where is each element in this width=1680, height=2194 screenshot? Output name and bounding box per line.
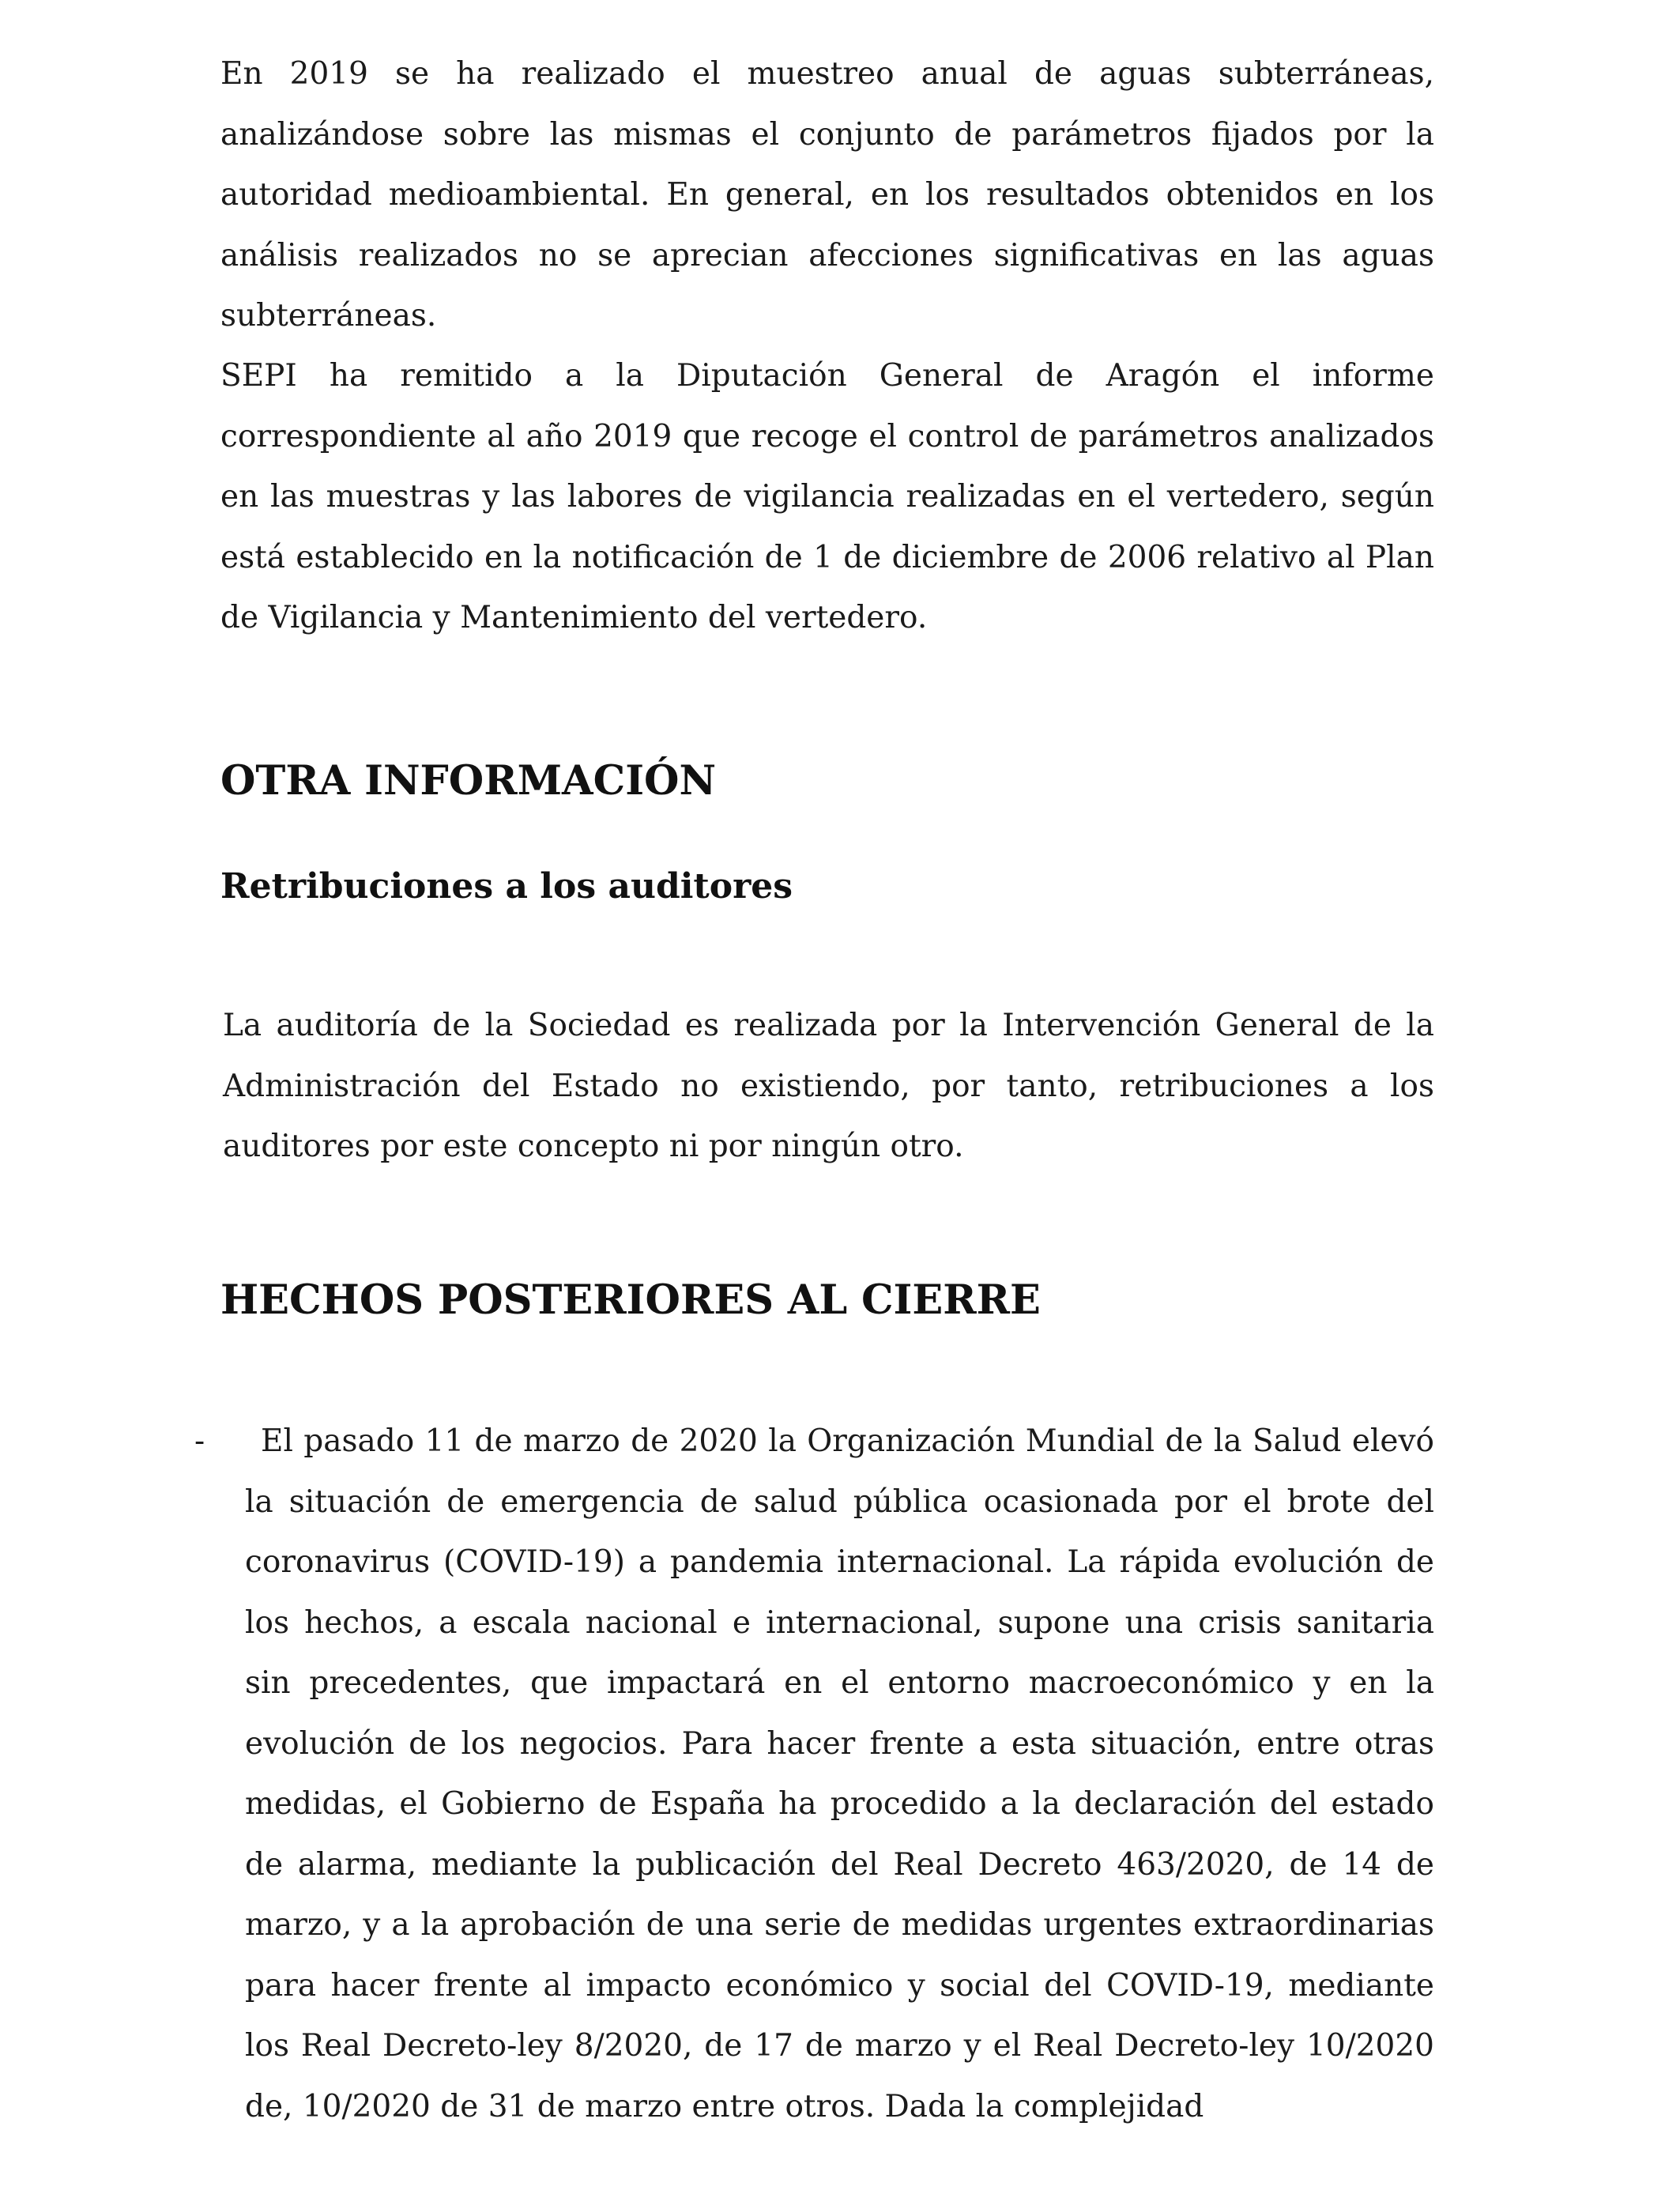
paragraph-auditor-fees: La auditoría de la Sociedad es realizada por la Intervención General de la Administración del Estado no existiendo, por tanto, retribuciones a los auditores por este concepto ni por ningún otro. (223, 1008, 1434, 1164)
heading-subsequent-events: HECHOS POSTERIORES AL CIERRE (220, 1276, 1041, 1324)
paragraph-sepi-report: SEPI ha remitido a la Diputación General de Aragón el informe correspondiente al año 2019 que recoge el control de parámetros analizados en las muestras y las labores de vigilancia realizadas en el vertedero, según está establecido en la notificación de 1 de diciembre de 2006 relativo al Plan de Vigilancia y Mantenimiento del vertedero. (220, 358, 1434, 635)
list-bullet-marker: - (194, 1423, 205, 1459)
paragraph-groundwater-sampling: En 2019 se ha realizado el muestreo anual de aguas subterráneas, analizándose sobre las mismas el conjunto de parámetros fijados por la autoridad medioambiental. En general, en los resultados obtenidos en los análisis realizados no se aprecian afecciones significativas en las aguas subterráneas. (220, 56, 1434, 334)
subheading-auditor-fees: Retribuciones a los auditores (220, 866, 793, 907)
paragraph-covid-event: El pasado 11 de marzo de 2020 la Organización Mundial de la Salud elevó la situación de emergencia de salud pública ocasionada por el brote del coronavirus (COVID-19) a pandemia internacional. La rápida evolución de los hechos, a escala nacional e internacional, supone una crisis sanitaria sin precedentes, que impactará en el entorno macroeconómico y en la evolución de los negocios. Para hacer frente a esta situación, entre otras medidas, el Gobierno de España ha procedido a la declaración del estado de alarma, mediante la publicación del Real Decreto 463/2020, de 14 de marzo, y a la aprobación de una serie de medidas urgentes extraordinarias para hacer frente al impacto económico y social del COVID-19, mediante los Real Decreto-ley 8/2020, de 17 de marzo y el Real Decreto-ley 10/2020 de, 10/2020 de 31 de marzo entre otros. Dada la complejidad (245, 1423, 1434, 2124)
heading-other-information: OTRA INFORMACIÓN (220, 757, 717, 805)
